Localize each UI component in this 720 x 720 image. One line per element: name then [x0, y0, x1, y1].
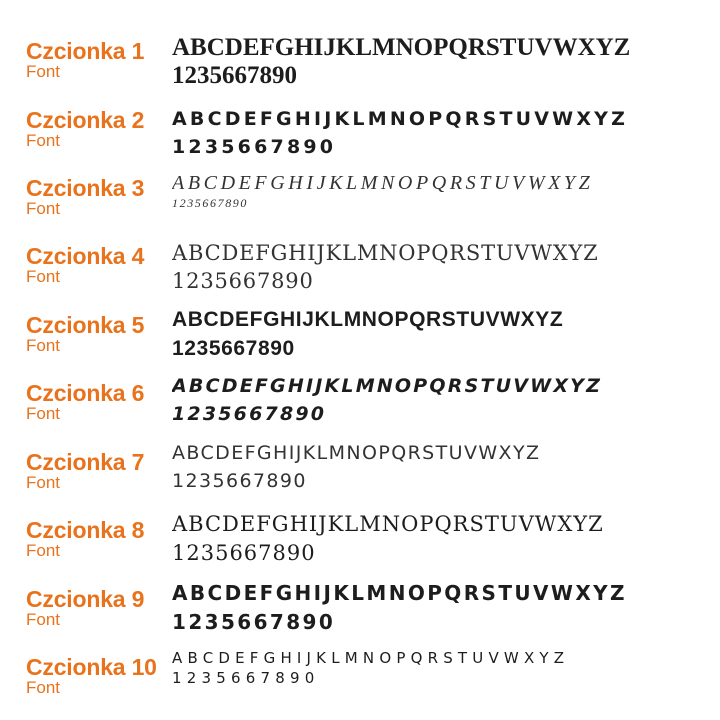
- alphabet-sample: ABCDEFGHIJKLMNOPQRSTUVWXYZ: [172, 308, 564, 331]
- font-row-10: [0, 649, 720, 720]
- font-label-subtitle: Font: [26, 131, 61, 150]
- font-row-1: [0, 34, 720, 108]
- font-sample-5: [172, 306, 702, 364]
- digits-sample: 1235667890: [172, 136, 337, 158]
- alphabet-sample: ABCDEFGHIJKLMNOPQRSTUVWXYZ: [172, 241, 599, 265]
- alphabet-sample: ABCDEFGHIJKLMNOPQRSTUVWXYZ: [172, 34, 631, 61]
- font-label-4: [26, 245, 176, 285]
- font-label-10: [26, 656, 176, 696]
- font-row-2: [0, 109, 720, 177]
- font-label-title: Czcionka 2: [26, 107, 145, 133]
- digits-sample: 1235667890: [172, 269, 314, 293]
- font-label-3: [26, 177, 176, 217]
- font-sample-4: [172, 239, 702, 295]
- font-label-subtitle: Font: [26, 199, 61, 218]
- font-label-7: [26, 451, 176, 491]
- alphabet-sample: ABCDEFGHIJKLMNOPQRSTUVWXYZ: [172, 375, 603, 397]
- alphabet-sample: ABCDEFGHIJKLMNOPQRSTUVWXYZ: [172, 649, 570, 667]
- font-sample-8: [172, 509, 702, 567]
- font-label-title: Czcionka 5: [26, 312, 145, 338]
- font-sample-6: [172, 372, 702, 428]
- font-label-subtitle: Font: [26, 678, 61, 697]
- font-label-5: [26, 314, 176, 354]
- font-row-3: [0, 172, 720, 245]
- font-label-8: [26, 519, 176, 559]
- font-sample-2: [172, 105, 702, 161]
- font-label-6: [26, 382, 176, 422]
- font-sample-10: [172, 648, 702, 688]
- font-label-9: [26, 588, 176, 628]
- font-sample-1: [172, 34, 702, 90]
- font-label-title: Czcionka 4: [26, 243, 145, 269]
- font-row-4: [0, 241, 720, 313]
- digits-sample: 1235667890: [172, 669, 320, 687]
- font-label-title: Czcionka 1: [26, 38, 145, 64]
- alphabet-sample: ABCDEFGHIJKLMNOPQRSTUVWXYZ: [172, 581, 627, 605]
- font-label-subtitle: Font: [26, 541, 61, 560]
- font-label-title: Czcionka 7: [26, 449, 145, 475]
- font-sample-9: [172, 578, 702, 636]
- digits-sample: 1235667890: [172, 610, 336, 634]
- font-label-2: [26, 109, 176, 149]
- font-label-title: Czcionka 10: [26, 654, 157, 680]
- font-label-title: Czcionka 9: [26, 586, 145, 612]
- font-label-title: Czcionka 6: [26, 380, 145, 406]
- alphabet-sample: ABCDEFGHIJKLMNOPQRSTUVWXYZ: [172, 512, 604, 536]
- font-sample-7: [172, 439, 702, 495]
- alphabet-sample: ABCDEFGHIJKLMNOPQRSTUVWXYZ: [172, 108, 629, 130]
- font-label-subtitle: Font: [26, 610, 61, 629]
- digits-sample: 1235667890: [172, 541, 316, 565]
- font-label-1: [26, 40, 176, 80]
- font-label-subtitle: Font: [26, 336, 61, 355]
- font-label-subtitle: Font: [26, 404, 61, 423]
- digits-sample: 1235667890: [172, 62, 297, 89]
- digits-sample: 1235667890: [172, 337, 295, 360]
- digits-sample: 1235667890: [172, 196, 248, 210]
- font-row-9: [0, 581, 720, 656]
- font-label-title: Czcionka 8: [26, 517, 145, 543]
- alphabet-sample: ABCDEFGHIJKLMNOPQRSTUVWXYZ: [172, 172, 594, 194]
- digits-sample: 1235667890: [172, 470, 307, 492]
- font-label-subtitle: Font: [26, 473, 61, 492]
- font-label-subtitle: Font: [26, 62, 61, 81]
- digits-sample: 1235667890: [172, 403, 327, 425]
- font-label-subtitle: Font: [26, 267, 61, 286]
- font-label-title: Czcionka 3: [26, 175, 145, 201]
- font-row-8: [0, 512, 720, 587]
- alphabet-sample: ABCDEFGHIJKLMNOPQRSTUVWXYZ: [172, 442, 541, 464]
- font-sample-3: [172, 171, 702, 211]
